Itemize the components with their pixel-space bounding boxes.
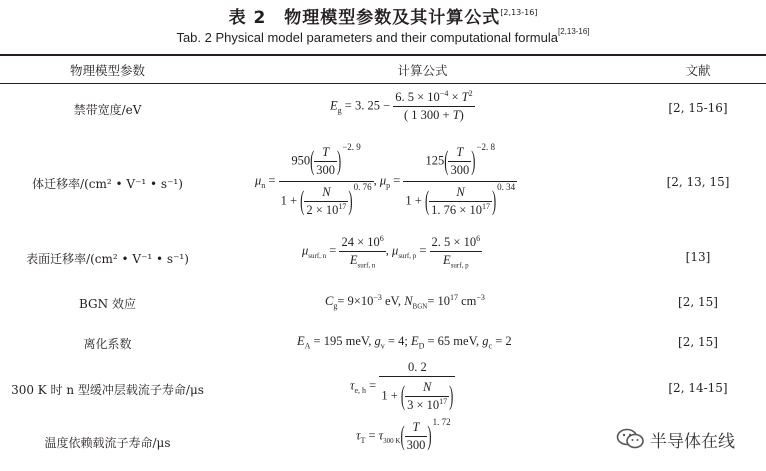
table-top-rule [0,54,766,56]
row-label: 温度依赖载流子寿命/μs [44,436,171,450]
formula-bandgap: $E_g = 3$. 25 − $\frac{6. 5 \times 10^{-4} \times T^2}{( 1 300 + T)}$ [330,88,473,122]
row-label: 300 K 时 n 型缓冲层载流子寿命/μs [11,383,204,397]
formula-bgn: $C_g= 9\times 10^{-3}$ eV, $N_{BGN}= 10^{17}$ $cm^{-3}$ [325,292,485,311]
row-reference: [2, 15-16] [668,101,728,115]
row-reference: [13] [685,250,711,264]
wechat-icon [616,428,646,450]
table-caption-cn: 表 2 物理模型参数及其计算公式[2,13-16] [228,8,538,28]
row-reference: [2, 14-15] [668,381,728,395]
formula-bulk-mobility: $\mu_n$ = 950( $\frac{T}{300}$ )$^{-2. 9}$ 1 + ( $\frac{N}{2 \times 10^{17}}$ )$^{0. 76}$ , $\mu_p$ = 125( $\frac{T}{300}$ )$^{-2. 8}$ 1 + ( $\frac{N}{1. 76 \times 10^{17}}$ )$^{0. 34}$ [255,142,516,217]
header-formula: 计算公式 [397,63,448,78]
table-caption-en: Tab. 2 Physical model parameters and their computational formula[2,13-16] [176,27,590,45]
row-label: 离化系数 [83,337,132,351]
row-label: 禁带宽度/eV [73,103,142,117]
row-label: 表面迁移率/(cm² • V⁻¹ • s⁻¹) [26,252,189,266]
formula-surface-mobility: $\mu_{surf, n}$ = $\frac{24 \times 10^6}{E_{surf, n}}$ , $\mu_{surf, p}$ = $\frac{2. 5 \times 10^6}{E_{surf, p}}$ [302,233,481,270]
watermark [616,423,762,455]
row-label: 体迁移率/(cm² • V⁻¹ • s⁻¹) [32,177,183,191]
formula-ionization: $E_A = 195$ meV, $g_v = 4$; $E_D = 65$ meV, $g_c = 2$ [297,334,512,351]
header-reference: 文献 [685,63,711,78]
row-reference: [2, 15] [678,335,718,349]
header-parameter: 物理模型参数 [69,63,145,78]
formula-temp-lifetime: $\tau_T = \tau_{300 K}$( $\frac{T}{300}$ )$^{1. 72}$ [356,417,451,452]
row-reference: [2, 15] [678,295,718,309]
row-label: BGN 效应 [79,297,136,311]
watermark-text: 半导体在线 [650,431,735,452]
formula-buffer-lifetime: $\tau_{e, h}$ = 0. 2 1 + ( $\frac{N}{3 \times 10^{17}}$ ) [350,360,454,412]
row-reference: [2, 13, 15] [666,175,730,189]
table-header-rule [0,83,766,84]
